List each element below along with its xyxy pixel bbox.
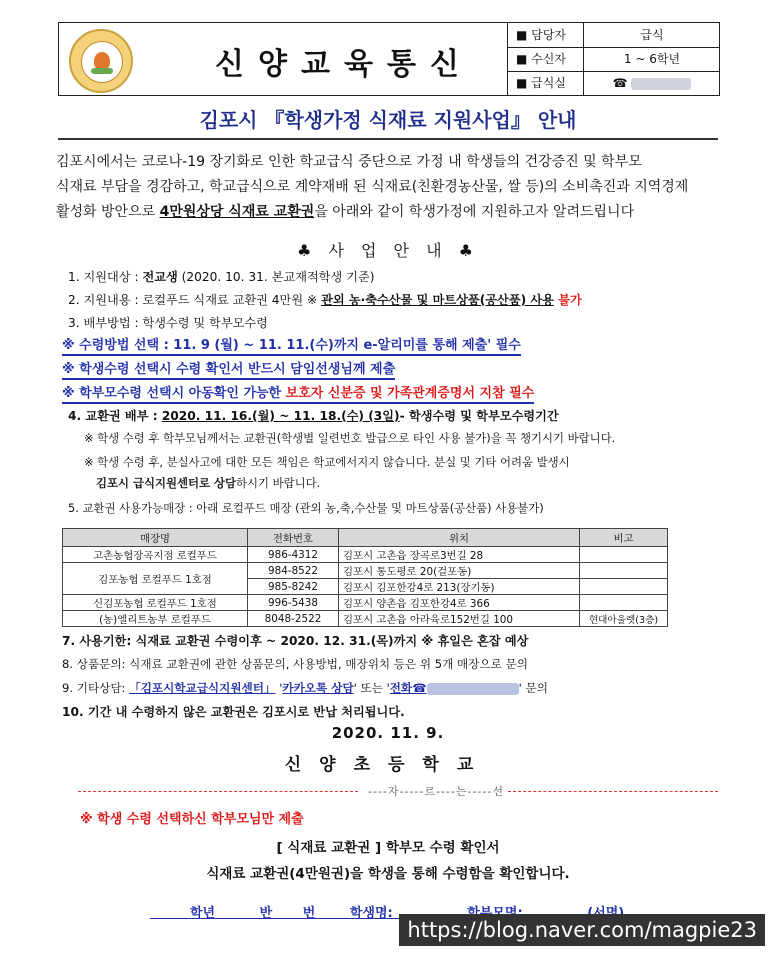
highlight-parent-receipt: ※ 학부모수령 선택시 아동확인 가능한 보호자 신분증 및 가족관계증명서 지참 필수 [62, 382, 534, 404]
table-row: 김포농협 로컬푸드 1호점 984-8522 김포시 통도평로 20(걸포동) [63, 563, 668, 579]
highlight-student-receipt: ※ 학생수령 선택시 수령 확인서 반드시 담임선생님께 제출 [62, 358, 395, 380]
item-7-expiry: 7. 사용기한: 식재료 교환권 수령이후 ~ 2020. 12. 31.(목)까지 ※ 휴일은 혼잡 예상 [62, 634, 529, 648]
item-10-return: 10. 기간 내 수령하지 않은 교환권은 김포시로 반납 처리됩니다. [62, 705, 405, 719]
sign-grade: 학년 [190, 906, 216, 921]
header-value: 1 ~ 6학년 [623, 52, 681, 66]
item-1-eligibility: 1. 지원대상 : 전교생 (2020. 10. 31. 본교재적학생 기준) [68, 270, 375, 284]
header-key: ■ 급식실 [508, 71, 584, 95]
issue-date: 2020. 11. 9. [331, 724, 445, 742]
intro-line: 활성화 방안으로 4만원상당 식재료 교환권을 아래와 같이 학생가정에 지원하고자 알려드립니다 [56, 204, 635, 220]
col-header: 위치 [339, 529, 580, 547]
item-9-other: 9. 기타상담: 「김포시학교급식지원센터」 '카카오톡 상담' 또는 '전화☎ ' 문의 [62, 681, 548, 695]
header-row-recipient [508, 47, 720, 72]
sign-number: 번 [302, 906, 316, 921]
table-row: (농)엘리트농부 로컬푸드 8048-2522 김포시 고촌읍 아라육로152번길 100 현대아울렛(3층) [63, 611, 668, 627]
section-title: ♣ 사 업 안 내 ♣ [297, 241, 479, 260]
col-header: 전화번호 [248, 529, 339, 547]
header-row-manager [508, 23, 720, 48]
item-3-method: 3. 배부방법 : 학생수령 및 학부모수령 [68, 316, 268, 330]
intro-line: 식재료 부담을 경감하고, 학교급식으로 계약재배 된 식재료(친환경농산물, 쌀 등)의 소비촉진과 지역경제 [56, 179, 689, 195]
item-2-content: 2. 지원내용 : 로컬푸드 식재료 교환권 4만원 ※ 관외 농·축수산물 및 마트상품(공산품) 사용 불가 [68, 293, 582, 307]
item-8-inquiry: 8. 상품문의: 식재료 교환권에 관한 상품문의, 사용방법, 매장위치 등은 위 5개 매장으로 문의 [62, 657, 528, 671]
sign-student: 학생명: [349, 906, 393, 921]
highlight-method-select: ※ 수령방법 선택 : 11. 9 (월) ~ 11. 11.(수)까지 e-알리미를 통해 제출' 필수 [62, 334, 521, 356]
header-key: ■ 수신자 [508, 47, 584, 71]
store-table [62, 528, 668, 627]
header-box [58, 22, 720, 96]
receipt-title: [ 식재료 교환권 ] 학부모 수령 확인서 [276, 840, 500, 856]
header-info-grid [507, 23, 720, 95]
newsletter-title: 신양교육통신 [215, 47, 473, 82]
table-header-row [63, 529, 668, 547]
intro-line: 김포시에서는 코로나-19 장기화로 인한 학교급식 중단으로 가정 내 학생들의 건강증진 및 학부모 [56, 154, 642, 170]
header-value: 급식 [640, 28, 664, 42]
title-divider [58, 138, 718, 140]
col-header: 비고 [580, 529, 668, 547]
blog-watermark: https://blog.naver.com/magpie23 [399, 914, 765, 946]
note-consult: 김포시 급식지원센터로 상담하시기 바랍니다. [96, 476, 321, 490]
item-5-stores: 5. 교환권 사용가능매장 : 아래 로컬푸드 매장 (관외 농,축,수산물 및 마트상품(공산품) 사용불가) [68, 501, 544, 515]
note-loss: ※ 학생 수령 후, 분실사고에 대한 모든 책임은 학교에서지지 않습니다. 분실 및 기타 어려움 발생시 [84, 455, 570, 469]
notice-title: 김포시 『학생가정 식재료 지원사업』 안내 [199, 108, 577, 132]
table-row: 신김포농협 로컬푸드 1호점 996-5438 김포시 양촌읍 김포한강4로 366 [63, 595, 668, 611]
redacted-phone [631, 78, 691, 90]
cut-line: ----자-----르----는-----선 [78, 785, 718, 797]
note-voucher-keep: ※ 학생 수령 후 학부모님께서는 교환권(학생별 일련번호 발급으로 타인 사용 불가)을 꼭 챙기시기 바랍니다. [84, 431, 616, 445]
parent-only-note: ※ 학생 수령 선택하신 학부모님만 제출 [80, 812, 304, 827]
redacted-phone [427, 683, 519, 695]
school-logo [69, 29, 133, 93]
table-row: 고촌농협장곡지점 로컬푸드 986-4312 김포시 고촌읍 장곡로3번길 28 [63, 547, 668, 563]
school-name: 신양초등학교 [284, 755, 492, 775]
item-4-distribution: 4. 교환권 배부 : 2020. 11. 16.(월) ~ 11. 18.(수) (3일)- 학생수령 및 학부모수령기간 [68, 409, 559, 423]
table-row: 985-8242 김포시 김포한강4로 213(장기동) [63, 579, 668, 595]
sign-class: 반 [259, 906, 273, 921]
header-row-cafeteria [508, 71, 720, 95]
receipt-confirm-text: 식재료 교환권(4만원권)을 학생을 통해 수령함을 확인합니다. [206, 866, 570, 882]
voucher-highlight: 4만원상당 식재료 교환권 [159, 204, 315, 220]
header-value: ☎ [584, 71, 720, 95]
col-header: 매장명 [63, 529, 248, 547]
header-key: ■ 담당자 [508, 23, 584, 47]
intro-paragraph [56, 150, 721, 225]
